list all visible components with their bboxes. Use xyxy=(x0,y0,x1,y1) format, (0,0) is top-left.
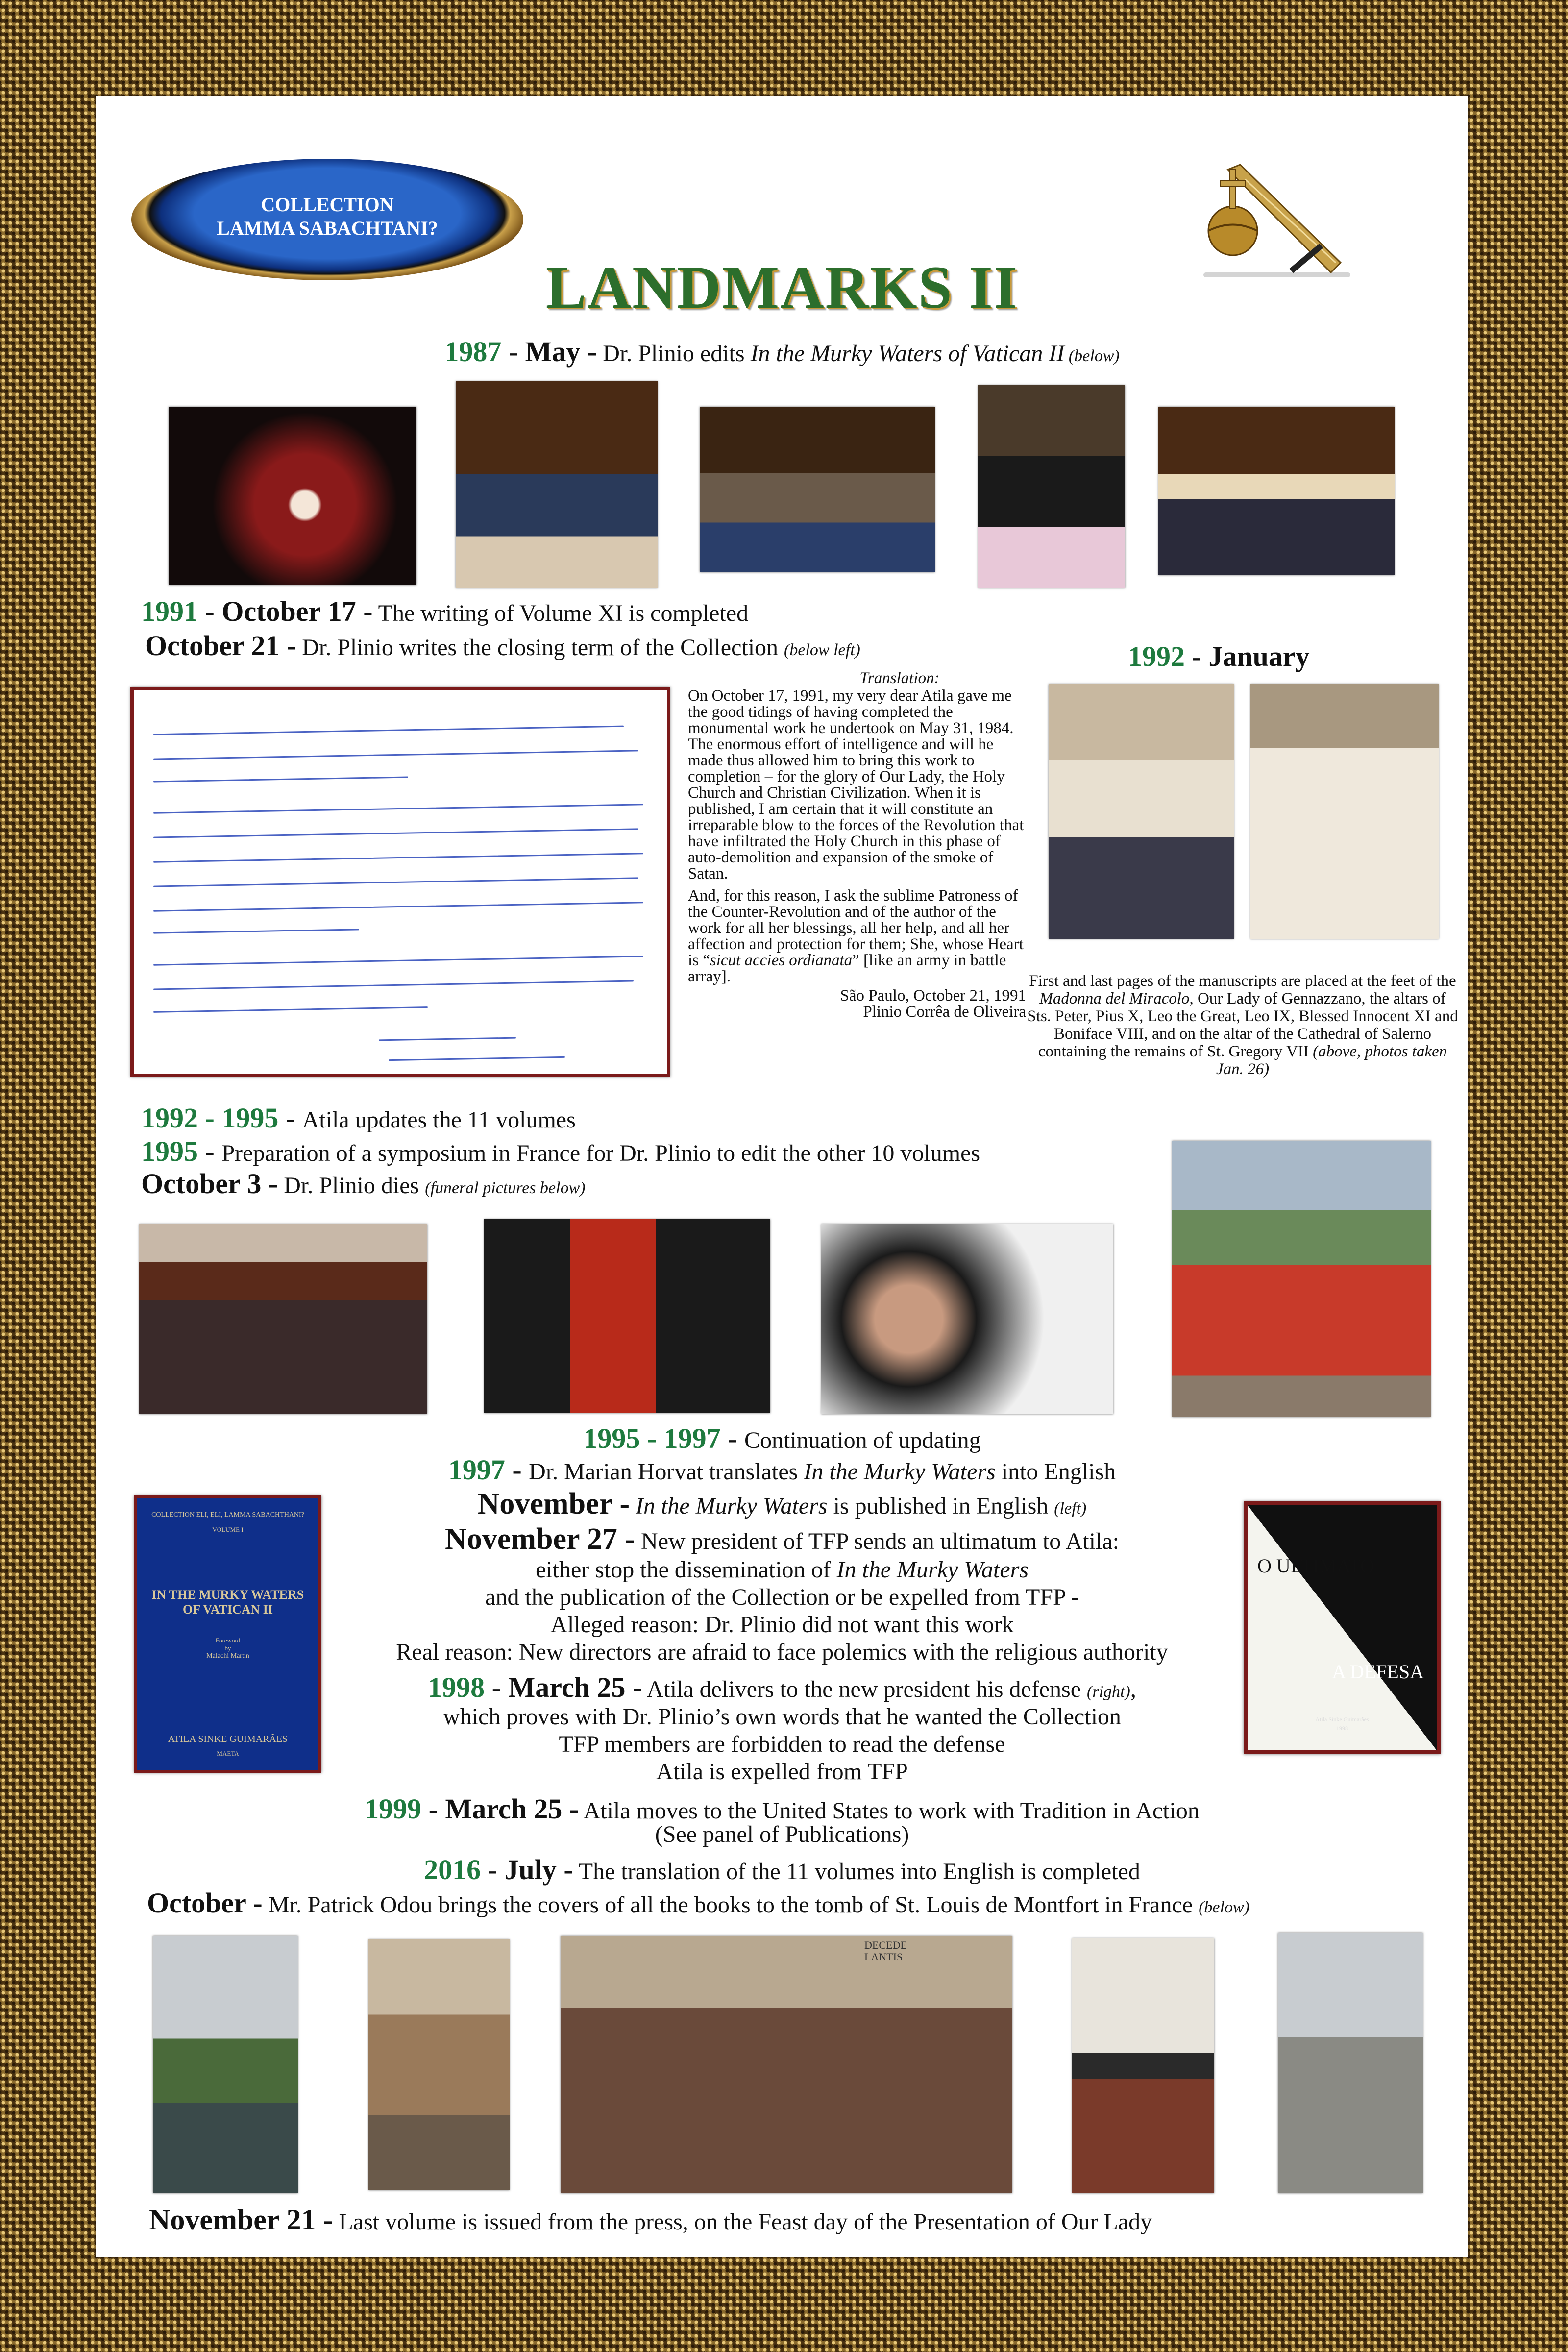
page-title: LANDMARKS II xyxy=(545,254,1019,321)
photo-madonna-statue xyxy=(169,407,416,585)
entry-1995-1997: 1995 - 1997 - Continuation of updating xyxy=(583,1422,981,1454)
tomb-inscription-1: DECEDE xyxy=(864,1939,907,1951)
entry-1992-1995: 1992 - 1995 - Atila updates the 11 volumes xyxy=(141,1102,576,1134)
entry-1998: 1998 - March 25 - Atila delivers to the new president his defense (right), xyxy=(428,1671,1136,1703)
photo-basilica-facade xyxy=(1278,1933,1423,2193)
photo-plinio-reading-2 xyxy=(700,407,935,572)
book-cover-ultimato-defesa: O ULTIMATO A DEFESA Atila Sinke Guimarães – 1998 – xyxy=(1244,1501,1441,1754)
entry-november-27: November 27 - New president of TFP sends an ultimatum to Atila: xyxy=(445,1522,1119,1556)
entry-1987: 1987 - May - Dr. Plinio edits In the Murky Waters of Vatican II (below) xyxy=(444,336,1120,368)
photo-tomb-book-covers xyxy=(561,1936,1012,2193)
defense-line-4: Atila is expelled from TFP xyxy=(656,1759,908,1785)
photo-plinio-reading-3 xyxy=(978,385,1125,588)
photo-church-river xyxy=(153,1936,298,2193)
photo-plinio-reading-4 xyxy=(1158,407,1395,575)
photo-funeral-church xyxy=(139,1224,427,1414)
tomb-inscription-2: LANTIS xyxy=(864,1951,903,1963)
photo-altar-2 xyxy=(1250,684,1439,939)
entry-october-3: October 3 - Dr. Plinio dies (funeral pictures below) xyxy=(141,1168,586,1200)
badge-line-1: COLLECTION xyxy=(261,194,394,216)
entry-2016: 2016 - July - The translation of the 11 volumes into English is completed xyxy=(424,1854,1140,1886)
entry-october-2016: October - Mr. Patrick Odou brings the covers of all the books to the tomb of St. Louis de Montfort in France (below) xyxy=(147,1887,1250,1919)
defense-line-2: which proves with Dr. Plinio’s own words that he wanted the Collection xyxy=(443,1704,1121,1730)
entry-1995: 1995 - Preparation of a symposium in France for Dr. Plinio to edit the other 10 volumes xyxy=(141,1135,980,1167)
book-cover-murky-waters: COLLECTION ELI, ELI, LAMMA SABACHTHANI? VOLUME I IN THE MURKY WATERS OF VATICAN II Foreword by Malachi Martin ATILA SINKE GUIMARÃES MAETA xyxy=(134,1495,321,1773)
photo-altar-1 xyxy=(1049,684,1234,939)
entry-1997: 1997 - Dr. Marian Horvat translates In the Murky Waters into English xyxy=(448,1454,1116,1486)
entry-1999-line-2: (See panel of Publications) xyxy=(655,1821,909,1847)
translation-signature-place: São Paulo, October 21, 1991 xyxy=(840,987,1026,1004)
entry-october-21: October 21 - Dr. Plinio writes the closing term of the Collection (below left) xyxy=(145,630,860,662)
ultimatum-line-5: Real reason: New directors are afraid to face polemics with the religious authority xyxy=(396,1639,1168,1665)
entry-november: November - In the Murky Waters is published in English (left) xyxy=(477,1487,1087,1520)
photo-funeral-street-procession xyxy=(1172,1141,1431,1417)
handwritten-letter-photo xyxy=(130,687,670,1077)
defense-line-3: TFP members are forbidden to read the defense xyxy=(559,1731,1005,1757)
translation-heading: Translation: xyxy=(859,669,940,687)
ultimatum-line-2: either stop the dissemination of In the Murky Waters xyxy=(535,1557,1029,1583)
translation-text: On October 17, 1991, my very dear Atila gave me the good tidings of having completed the monumental work he undertook on May 31, 1984. The enormous effort of intelligence and will he made thus allowed him to bring this work to completion – for the glory of Our Lady, the Holy Church and Christian Civilization. When it is published, I am certain that it will constitute an irreparable blow to the forces of the Revolution that have infiltrated the Holy Church in this phase of auto-demolition and expansion of the smoke of Satan. And, for this reason, I ask the sublime Patroness of the Counter-Revolution and of the author of the work for all her blessings, all her help, and all her affection and protection for them; She, whose Heart is “sicut accies ordianata” [like an army in battle array]. São Paulo, October 21, 1991 Plinio Corrêa de Oliveira xyxy=(688,687,1026,1021)
photo-tomb-chapel xyxy=(1072,1938,1214,2193)
photo-funeral-procession-group xyxy=(484,1219,770,1413)
photo-plinio-casket xyxy=(821,1224,1113,1414)
caption-1992-photos: First and last pages of the manuscripts are placed at the feet of the Madonna del Miracolo, Our Lady of Gennazzano, the altars of Sts. Peter, Pius X, Leo the Great, Leo IX, Blessed Innocent XI and Boniface VIII, and on the altar of the Cathedral of Salerno containing the remains of St. Gregory VII (above, photos taken Jan. 26) xyxy=(1027,972,1458,1078)
entry-1999: 1999 - March 25 - Atila moves to the United States to work with Tradition in Action xyxy=(365,1793,1200,1825)
photo-church-interior xyxy=(368,1939,510,2190)
entry-1991: 1991 - October 17 - The writing of Volume XI is completed xyxy=(141,595,749,627)
photo-plinio-reading-1 xyxy=(456,381,658,588)
entry-1992-january: 1992 - January xyxy=(1128,640,1310,672)
entry-november-21: November 21 - Last volume is issued from the press, on the Feast day of the Presentation of Our Lady xyxy=(149,2204,1152,2236)
badge-line-2: LAMMA SABACHTANI? xyxy=(217,217,438,239)
ultimatum-line-3: and the publication of the Collection or be expelled from TFP - xyxy=(485,1584,1079,1610)
translation-signature-name: Plinio Corrêa de Oliveira xyxy=(863,1003,1026,1021)
ultimatum-line-4: Alleged reason: Dr. Plinio did not want this work xyxy=(550,1612,1014,1638)
poster-panel xyxy=(96,96,1468,2257)
